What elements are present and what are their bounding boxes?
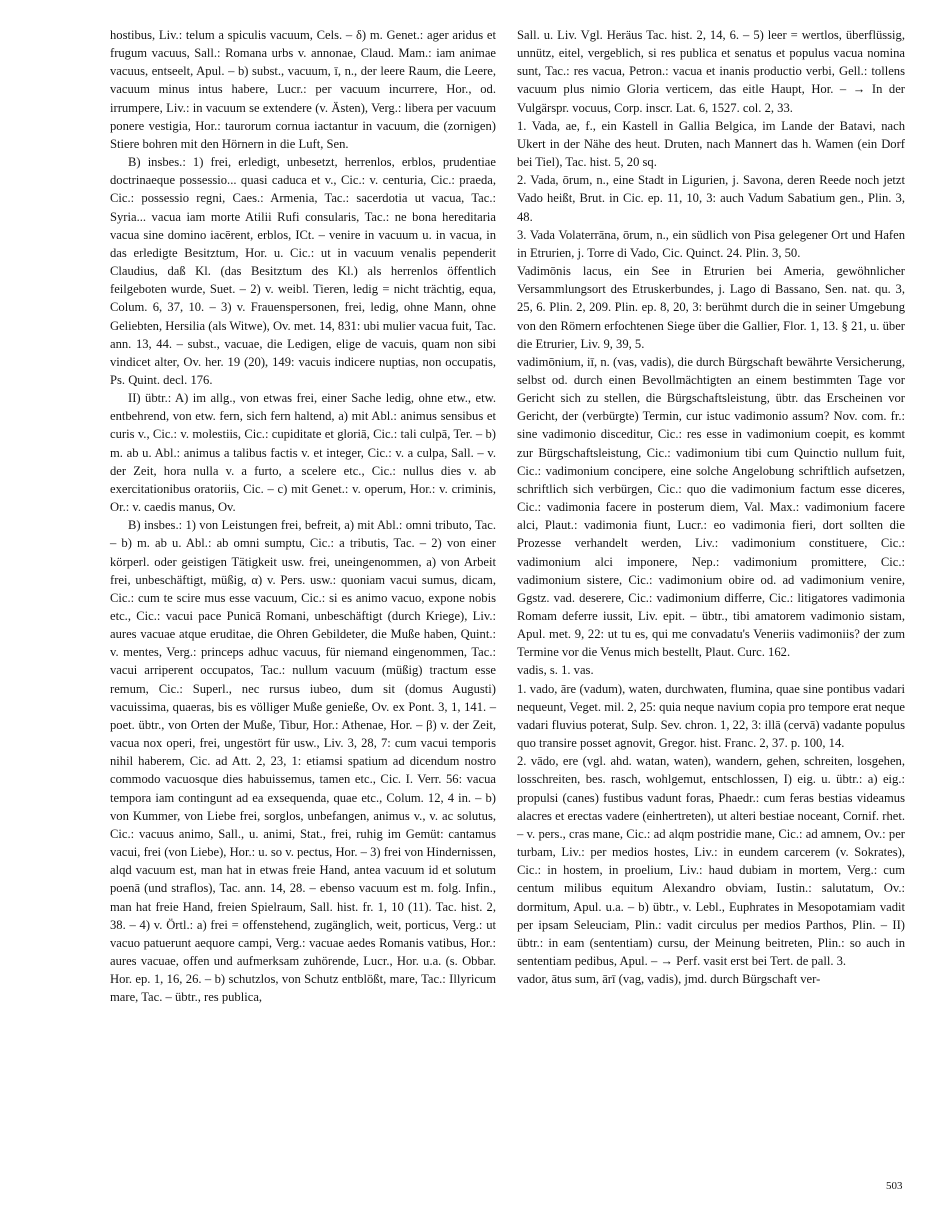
entry-vadimonium: vadimōnium, iī, n. (vas, vadis), die durch Bürgschaft bewährte Versicherung, selbst od. durch einen Bevollmächtigten an einem bestimmten Tage vor Gericht sich zu stellen, die Bürgschaftsleistung, übtr. das Erscheinen vor Gericht, der (verbürgte) Termin, cur istuc vadimonio assum? Nov. com. fr.: sine vadimonio disceditur, Cic.: res esse in vadimonium coepit, es kommt zur Bürgschaftsleistung, Cic.: vadimonium tibi cum Quinctio nullum fuit, Cic.: vadimonium concipere, eine solche Angelobung schriftlich aufsetzen, schriftlich sich verbürgen, Cic.: quo die vadimonium factum esse diceres, Cic.: vadimonia facere in posterum diem, Val. Max.: vadimonium facere alci, Plaut.: vadimonia fiunt, Lucr.: eo vadimonia fieri, dort sollten die Prozesse verhandelt werden, Liv.: vadimonium constituere, Cic.: vadimonium alci imponere, Nep.: vadimonium promittere, Cic.: vadimonium sistere, Cic.: vadimonium obire od. ad vadimonium venire, Ggstz. vad. deserere, Cic.: vadimonium differre, Cic.: litigatores vadimonia Romam deferre iussit, Liv. epit. – übtr., tibi amatorem vadimonio sistam, Apul. met. 9, 22: ut tu es, qui me convadatu's Veneriis vadimoniis? der zum Termine vor die Venus mich bestellt, Plaut. Curc. 162. bbox=[517, 354, 905, 660]
right-column bbox=[517, 26, 905, 988]
entry-vadimonis-lacus: Vadimōnis lacus, ein See in Etrurien bei Ameria, gewöhnlicher Versammlungsort des Etruskerbundes, j. Lago di Bassano, Sen. nat. qu. 3, 25, 6. Plin. 2, 209. Plin. ep. 8, 20, 3: berühmt durch die in seiner Umgebung von den Römern erfochtenen Siege über die Gallier, Flor. 1, 13. § 21, u. über die Etrurier, Liv. 9, 39, 5. bbox=[517, 264, 905, 351]
entry-paragraph: Sall. u. Liv. Vgl. Heräus Tac. hist. 2, 14, 6. – 5) leer = wertlos, überflüssig, unnütz, eitel, vergeblich, si res publica et senatus et populus vacua nomina sunt, Tac.: res vacua, Petron.: vacua et inanis productio verbi, Gell.: tollens vacuum plus nimio Gloria verticem, das eitle Haupt, Hor. – → In der Vulgärspr. vocuus, Corp. inscr. Lat. 6, 1527. col. 2, 33. bbox=[517, 28, 905, 115]
entry-vada-volaterrana: 3. Vada Volaterrāna, ōrum, n., ein südlich von Pisa gelegener Ort und Hafen in Etrurien, j. Torre di Vado, Cic. Quinct. 24. Plin. 3, 50. bbox=[517, 227, 905, 260]
entry-vador: vador, ātus sum, ārī (vag, vadis), jmd. durch Bürgschaft ver- bbox=[517, 972, 821, 987]
entry-vado-2: 2. vādo, ere (vgl. ahd. watan, waten), wandern, gehen, schreiten, losgehen, losschreiten, bes. rasch, wohlgemut, entschlossen, I) eig. u. übtr.: a) eig.: propulsi (canes) fustibus vadunt foras, Phaedr.: cum feras bestias videamus alacres et erectas vadere (einhertreten), ut alteri bestiae noceant, Cornif. rhet. – v. pers., cras mane, Cic.: ad alqm postridie mane, Cic.: ad amnem, Ov.: per turbam, Liv.: per medios hostes, Liv.: in eundem carcerem (v. Sokrates), Cic.: in hostem, in proelium, Liv.: haud dubiam in mortem, Verg.: cum centum milibus equitum Alexandro obviam, Iustin.: salutatum, Ov.: dormitum, Apul. u.a. – b) übtr., v. Lebl., Euphrates in Mesopotamiam vadit per ipsam Seleuciam, Plin.: vadit circulus per medios Parthos, Plin. – II) übtr.: in eam (sententiam) cursu, der Meinung beitreten, Plin.: so auch in sententiam pedibus, Apul. – → Perf. vasit erst bei Tert. de pall. 3. bbox=[517, 754, 905, 968]
entry-vadis: vadis, s. 1. vas. bbox=[517, 663, 594, 678]
entry-paragraph: II) übtr.: A) im allg., von etwas frei, einer Sache ledig, ohne etw., etw. entbehrend, von etw. fern, sich fern haltend, a) mit Abl.: animus sensibus et curis v., Cic.: v. molestiis, Cic.: cupiditate et gloriā, Cic.: tali culpā, Ter. – b) m. ab u. Abl.: animus a talibus factis v. et integer, Cic.: v. a culpa, Sall. – v. der Zeit, hora nulla v. a furto, a scelere etc., Cic.: nullus dies v. ab exercitationibus oratoriis, Cic. – c) mit Genet.: v. operum, Hor.: v. criminis, Or.: v. caedis manus, Ov. bbox=[110, 391, 496, 515]
page-number: 503 bbox=[886, 1180, 903, 1192]
entry-vada-1: 1. Vada, ae, f., ein Kastell in Gallia Belgica, im Lande der Batavi, nach Ukert in der Nähe des heut. Druten, nach Mannert das h. Wamen (ein Dorf bei Tiel), Tac. hist. 5, 20 sq. bbox=[517, 118, 905, 170]
left-column bbox=[110, 26, 496, 1006]
entry-paragraph: B) insbes.: 1) frei, erledigt, unbesetzt, herrenlos, erblos, prudentiae doctrinaeque possessio... quasi caduca et v., Cic.: v. centuria, Cic.: praeda, Cic.: possessio regni, Caes.: Armenia, Tac.: sacerdotia ut vacua, Tac.: Syria... vacua iam morte Atilii Rufi consularis, Tac.: ne bona hereditaria vacua sine domino iacērent, erblos, ICt. – venire in vacuum u. in vacua, in das erledigte Besitztum, Hor. u. Cic.: ut in vacuum venalis pependerit Claudius, daß Kl. (das Besitztum des Kl.) als herrenlos öffentlich feilgeboten wurde, Suet. – 2) v. weibl. Tieren, ledig = nicht trächtig, equa, Colum. 6, 37, 10. – 3) v. Frauenspersonen, frei, ledig, ohne Mann, ohne Geliebten, Hersilia (als Witwe), Ov. met. 14, 831: ubi mulier vacua fuit, Tac. ann. 13, 44. – subst., vacuae, die Ledigen, elige de vacuis, quam non sibi vindicet alter, Ov. her. 19 (20), 149: vacuis indicere nuptias, non occupatis, Ps. Quint. decl. 176. bbox=[110, 155, 496, 387]
entry-vada-2: 2. Vada, ōrum, n., eine Stadt in Ligurien, j. Savona, deren Reede noch jetzt Vado heißt, Brut. in Cic. ep. 11, 10, 3: auch Vadum Sabatium gen., Plin. 3, 48. bbox=[517, 173, 905, 224]
entry-paragraph: B) insbes.: 1) von Leistungen frei, befreit, a) mit Abl.: omni tributo, Tac. – b) m. ab u. Abl.: ab omni sumptu, Cic.: a tributis, Tac. – 2) von einer körperl. oder geistigen Tätigkeit usw. frei, uneingenommen, a) von Arbeit frei, unbeschäftigt, müßig, α) v. Pers. usw.: quoniam vacui sumus, dicam, Cic.: cum te scire mus esse vacuum, Cic.: si es animo vacuo, expone nobis etc., Cic.: vacui pace Punicā Romani, unbeschäftigt (durch Kriege), Liv.: aures vacuae atque eruditae, die Ohren Gebildeter, die Muße haben, Quint.: v. mentes, Verg.: princeps adhuc vacuus, für niemand eingenommen, Tac.: vacui arriperent occupatos, Tac.: nullum vacuum (müßig) tractum esse remum, Cic.: Superl., nec rursus iubeo, dum sit (domus Augusti) vacuissima, quaeras, bis es völliger Muße genieße, Ov. ex Pont. 3, 1, 141. – poet. übtr., von Orten der Muße, Tibur, Hor.: Athenae, Hor. – β) v. der Zeit, vacua nox operi, frei, ungestört für usw., Liv. 3, 28, 7: cum vacui temporis nihil haberem, Cic. ad Att. 2, 23, 1: etiamsi spatium ad dicendum nostro commodo vacuosque dies habuissemus, tamen etc., Cic. I. Verr. 56: vacua tempora iam contingunt ad ea exsequenda, quae etc., Colum. 12, 4 in. – b) von Kummer, von Liebe frei, sorglos, unbefangen, animus v., v. ac solutus, Cic.: vacuus animo, Sall., u. animi, Stat., frei, ruhig im Gemüt: cantamus vacui, frei (von Liebe), Hor.: u. so v. pectus, Hor. – 3) frei von Hindernissen, alqd vacuum est, man hat in etwas freie Hand, antea vacuum id et solutum poenā (und straflos), Tac. ann. 14, 28. – ebenso vacuum est m. folg. Infin., man hat freie Hand, freien Spielraum, Sall. hist. fr. 1, 10 (11). Tac. hist. 2, 38. – 4) v. Örtl.: a) frei = offenstehend, zugänglich, weit, porticus, Verg.: ut vacuo patuerunt aequore campi, Verg.: vacuae aedes Romanis vatibus, Hor.: aures vacuae, offen und aufmerksam zuhörende, Lucr., Hor. u.a. (s. Obbar. Hor. ep. 1, 16, 26. – b) schutzlos, von Schutz entblößt, mare, Tac.: Illyricum mare, Tac. – übtr., res publica, bbox=[110, 518, 496, 1005]
entry-vado-1: 1. vado, āre (vadum), waten, durchwaten, flumina, quae sine pontibus vadari nequeunt, Veget. mil. 2, 25: quia neque navium copia pro tempore erat neque vadari fluvius poterat, Sulp. Sev. chron. 1, 22, 3: illā (cervā) vadante populus quo transire posset agnovit, Gregor. hist. Franc. 2, 37. p. 100, 14. bbox=[517, 681, 905, 751]
entry-paragraph: hostibus, Liv.: telum a spiculis vacuum, Cels. – δ) m. Genet.: ager aridus et frugum vacuus, Sall.: Romana urbs v. annonae, Claud. Mam.: iam animae vacuus, entseelt, Apul. – b) subst., vacuum, ī, n., der leere Raum, die Leere, vacuum minus intus habere, Lucr.: per vacuum incurrere, Hor., od. irrumpere, Liv.: in vacuum se extendere (v. Ästen), Verg.: libera per vacuum ponere vestigia, Hor.: taurorum cornua iactantur in vacuum, die (zornigen) Stiere bohren mit den Hörnern in die Luft, Sen. bbox=[110, 28, 496, 151]
